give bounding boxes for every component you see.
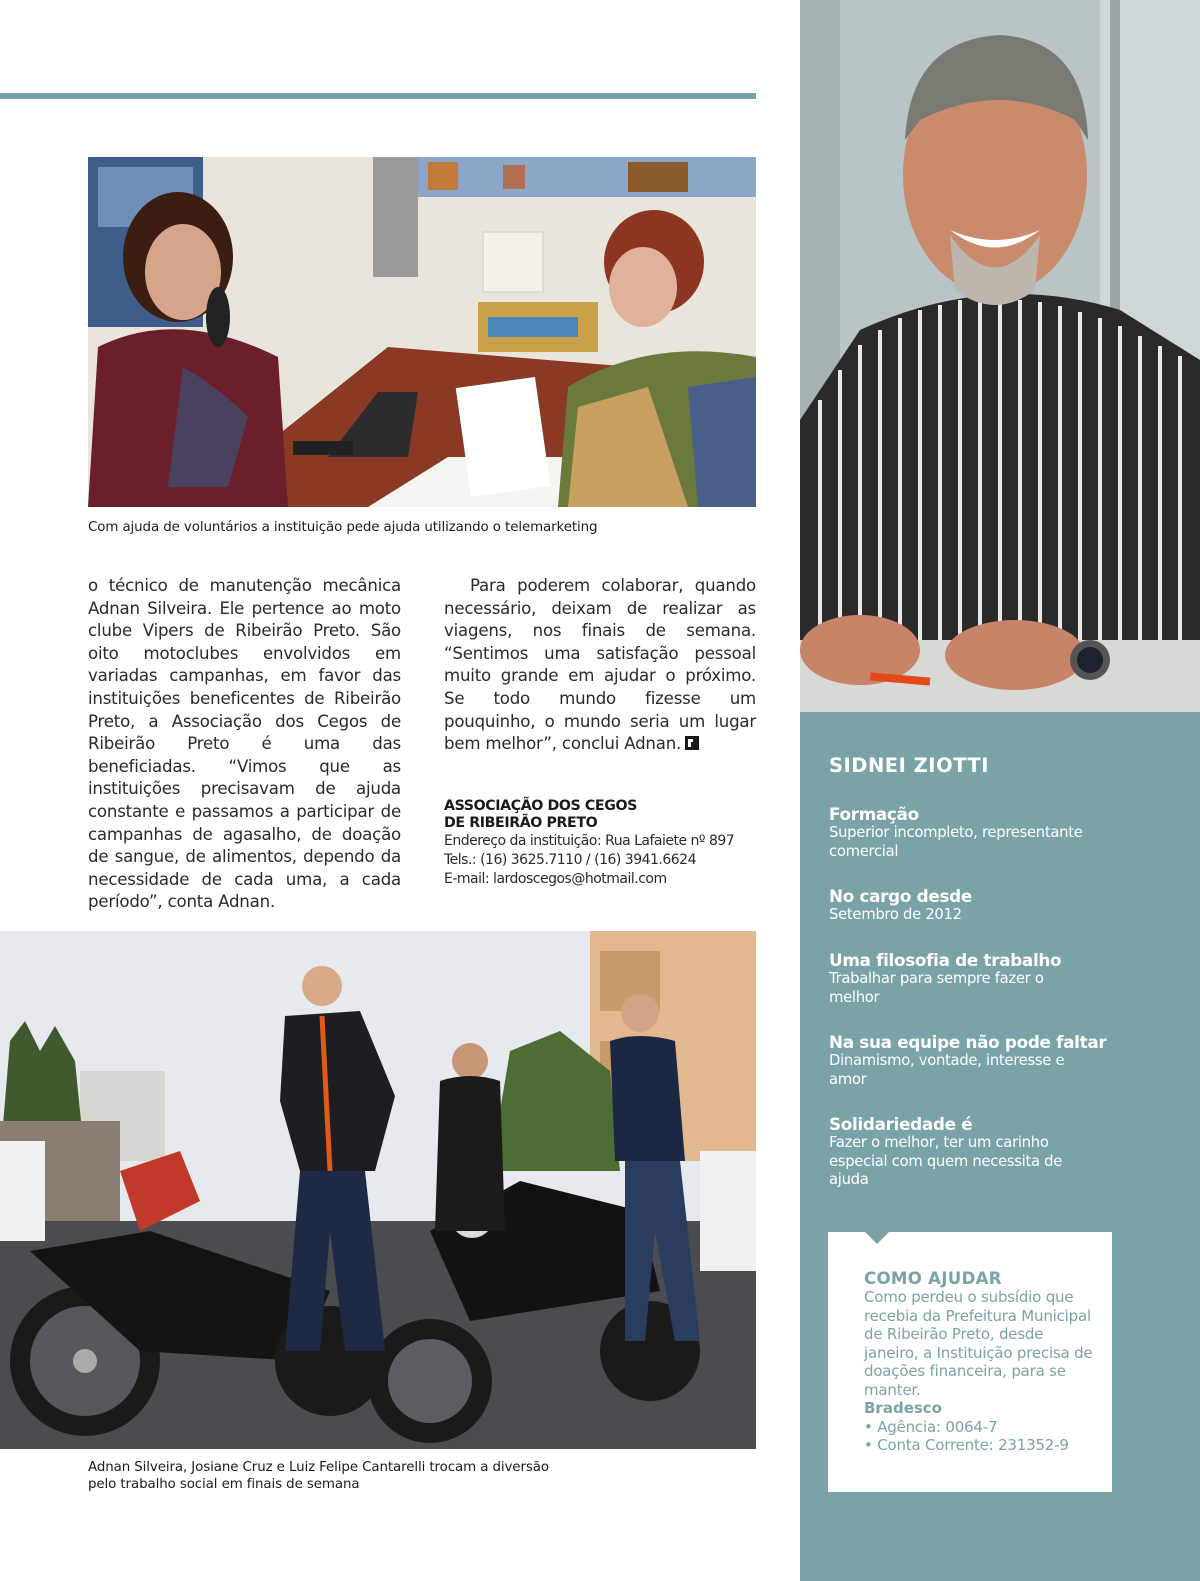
profile-item [829,804,1129,861]
contact-address: Endereço da instituição: Rua Lafaiete nº 897 [444,833,735,849]
how-to-help-box [828,1232,1112,1492]
profile-item-heading: Na sua equipe não pode faltar [829,1032,1107,1052]
contact-title: DE RIBEIRÃO PRETO [444,815,598,831]
notch-icon [864,1231,890,1244]
profile-item-text: Fazer o melhor, ter um carinho especial com quem necessita de ajuda [829,1134,1063,1188]
caption-line: pelo trabalho social em finais de semana [88,1477,360,1492]
article-column-1 [88,575,401,914]
profile-item-text: Setembro de 2012 [829,906,962,923]
profile-item [829,950,1129,1007]
profile-item-heading: Solidariedade é [829,1114,973,1134]
profile-sidebar [800,0,1200,1581]
contact-phones: Tels.: (16) 3625.7110 / (16) 3941.6624 [444,852,696,868]
profile-item-text: Superior incompleto, representante comercial [829,824,1083,860]
help-text: Como perdeu o subsídio que recebia da Prefeitura Municipal de Ribeirão Preto, desde janeiro, a Instituição precisa de doações financeira, para se manter. [864,1288,1093,1399]
help-title: COMO AJUDAR [864,1269,1002,1288]
profile-name: SIDNEI ZIOTTI [829,754,989,777]
photo-motoclub [0,931,756,1449]
profile-item [829,1032,1129,1089]
contact-email: E-mail: lardoscegos@hotmail.com [444,871,667,887]
profile-item-text: Dinamismo, vontade, interesse e amor [829,1052,1065,1088]
profile-item [829,1114,1129,1190]
article-paragraph: o técnico de manutenção mecânica Adnan Silveira. Ele pertence ao moto clube Vipers de Ribeirão Preto. São oito motoclubes envolvidos em variadas campanhas, em favor das instituições beneficentes de Ribeirão Preto, a Associação dos Cegos de Ribeirão Preto é uma das beneficiadas. “Vimos que as instituições precisavam de ajuda constante e passamos a participar de campanhas de agasalho, de doação de sangue, de alimentos, dependo da necessidade de cada uma, a cada período”, conta Adnan. [88,576,401,912]
profile-item-text: Trabalhar para sempre fazer o melhor [829,970,1044,1006]
help-account: • Conta Corrente: 231352-9 [864,1436,1069,1454]
end-mark-icon [685,736,699,750]
profile-item [829,886,1129,925]
portrait-photo [800,0,1200,712]
photo-telemarketing [88,157,756,507]
profile-item-heading: Uma filosofia de trabalho [829,950,1062,970]
caption-line: Adnan Silveira, Josiane Cruz e Luiz Felipe Cantarelli trocam a diversão [88,1460,549,1475]
profile-item-heading: No cargo desde [829,886,972,906]
profile-item-heading: Formação [829,804,919,824]
top-rule [0,93,756,99]
article-column-2 [444,575,756,756]
photo-caption [88,1459,788,1493]
contact-block [444,798,764,889]
help-bank-name: Bradesco [864,1399,942,1417]
photo-caption: Com ajuda de voluntários a instituição pede ajuda utilizando o telemarketing [88,520,598,535]
help-agency: • Agência: 0064-7 [864,1417,998,1436]
contact-title: ASSOCIAÇÃO DOS CEGOS [444,798,637,814]
article-paragraph: Para poderem colaborar, quando necessário, deixam de realizar as viagens, nos finais de semana. “Sentimos uma satisfação pessoal muito grande em ajudar o próximo. Se todo mundo fizesse um pouquinho, o mundo seria um lugar bem melhor”, conclui Adnan. [444,576,756,754]
